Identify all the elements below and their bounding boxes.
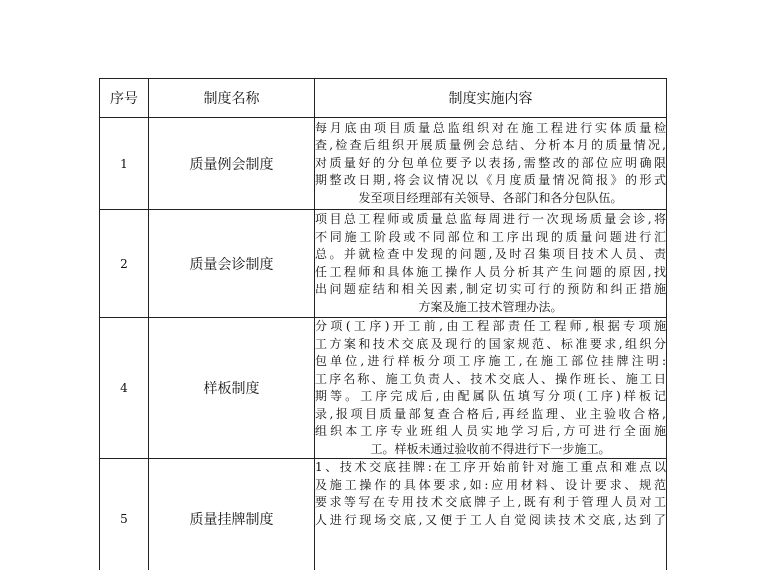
content-line: 期整改日期,将会议情况以《月度质量情况简报》的形式: [315, 173, 666, 188]
implementation-content: [315, 459, 667, 570]
row-number: 5: [100, 459, 149, 570]
content-line: 组织本工序专业班组人员实地学习后,方可进行全面施: [315, 424, 666, 438]
content-line: 及施工操作的具体要求,如:应用材料、设计要求、规范: [315, 477, 666, 492]
content-line: 查,检查后组织开展质量例会总结、分析本月的质量情况,: [315, 138, 666, 153]
content-line: 出问题症结和相关因素,制定切实可行的预防和纠正措施: [315, 282, 666, 296]
content-line: 不同施工阶段或不同部位和工序出现的质量问题进行汇: [315, 229, 666, 244]
content-line: 每月底由项目质量总监组织对在施工程进行实体质量检: [315, 120, 666, 135]
content-line: 项目总工程师或质量总监每周进行一次现场质量会诊,将: [315, 212, 666, 226]
table-row: [100, 210, 667, 318]
table-row: [100, 459, 667, 570]
content-line: 方案及施工技术管理办法。: [418, 299, 563, 314]
system-name: 样板制度: [149, 318, 315, 459]
content-line: 总。并就检查中发现的问题,及时召集项目技术人员、责: [315, 247, 666, 261]
header-system-name: 制度名称: [149, 79, 315, 118]
header-implementation-content: 制度实施内容: [315, 79, 667, 118]
implementation-content: [315, 318, 667, 459]
table-row: [100, 118, 667, 210]
content-line: 对质量好的分包单位要予以表扬,需整改的部位应明确限: [315, 155, 666, 170]
content-line: 录,报项目质量部复查合格后,再经监理、业主验收合格,: [315, 406, 666, 421]
content-line: 工方案和技术交底及现行的国家规范、标准要求,组织分: [315, 336, 666, 351]
content-line: 工序名称、施工负责人、技术交底人、操作班长、施工日: [315, 371, 666, 386]
row-number: 1: [100, 118, 149, 210]
row-number: 4: [100, 318, 149, 459]
table-header-row: [100, 79, 667, 118]
implementation-content: [315, 210, 667, 318]
content-line: 分项(工序)开工前,由工程部责任工程师,根据专项施: [315, 319, 666, 333]
content-line: 要求等写在专用技术交底牌子上,既有利于管理人员对工: [315, 495, 666, 509]
implementation-content: [315, 118, 667, 210]
content-line: 发至项目经理部有关领导、各部门和各分包队伍。: [358, 190, 623, 205]
header-number: 序号: [100, 79, 149, 118]
content-line: 任工程师和具体施工操作人员分析其产生问题的原因,找: [315, 264, 666, 279]
table-row: [100, 318, 667, 459]
quality-system-table: [99, 78, 667, 570]
content-line: 工。样板未通过验收前不得进行下一步施工。: [370, 441, 611, 456]
content-line: 包单位,进行样板分项工序施工,在施工部位挂牌注明:: [315, 354, 666, 368]
system-name: 质量会诊制度: [149, 210, 315, 318]
content-line: 期等。工序完成后,由配属队伍填写分项(工序)样板记: [315, 389, 666, 403]
system-name: 质量挂牌制度: [149, 459, 315, 570]
content-line: 1、技术交底挂牌:在工序开始前针对施工重点和难点以: [315, 460, 666, 474]
row-number: 2: [100, 210, 149, 318]
content-line: 人进行现场交底,又便于工人自觉阅读技术交底,达到了: [315, 512, 666, 527]
system-name: 质量例会制度: [149, 118, 315, 210]
